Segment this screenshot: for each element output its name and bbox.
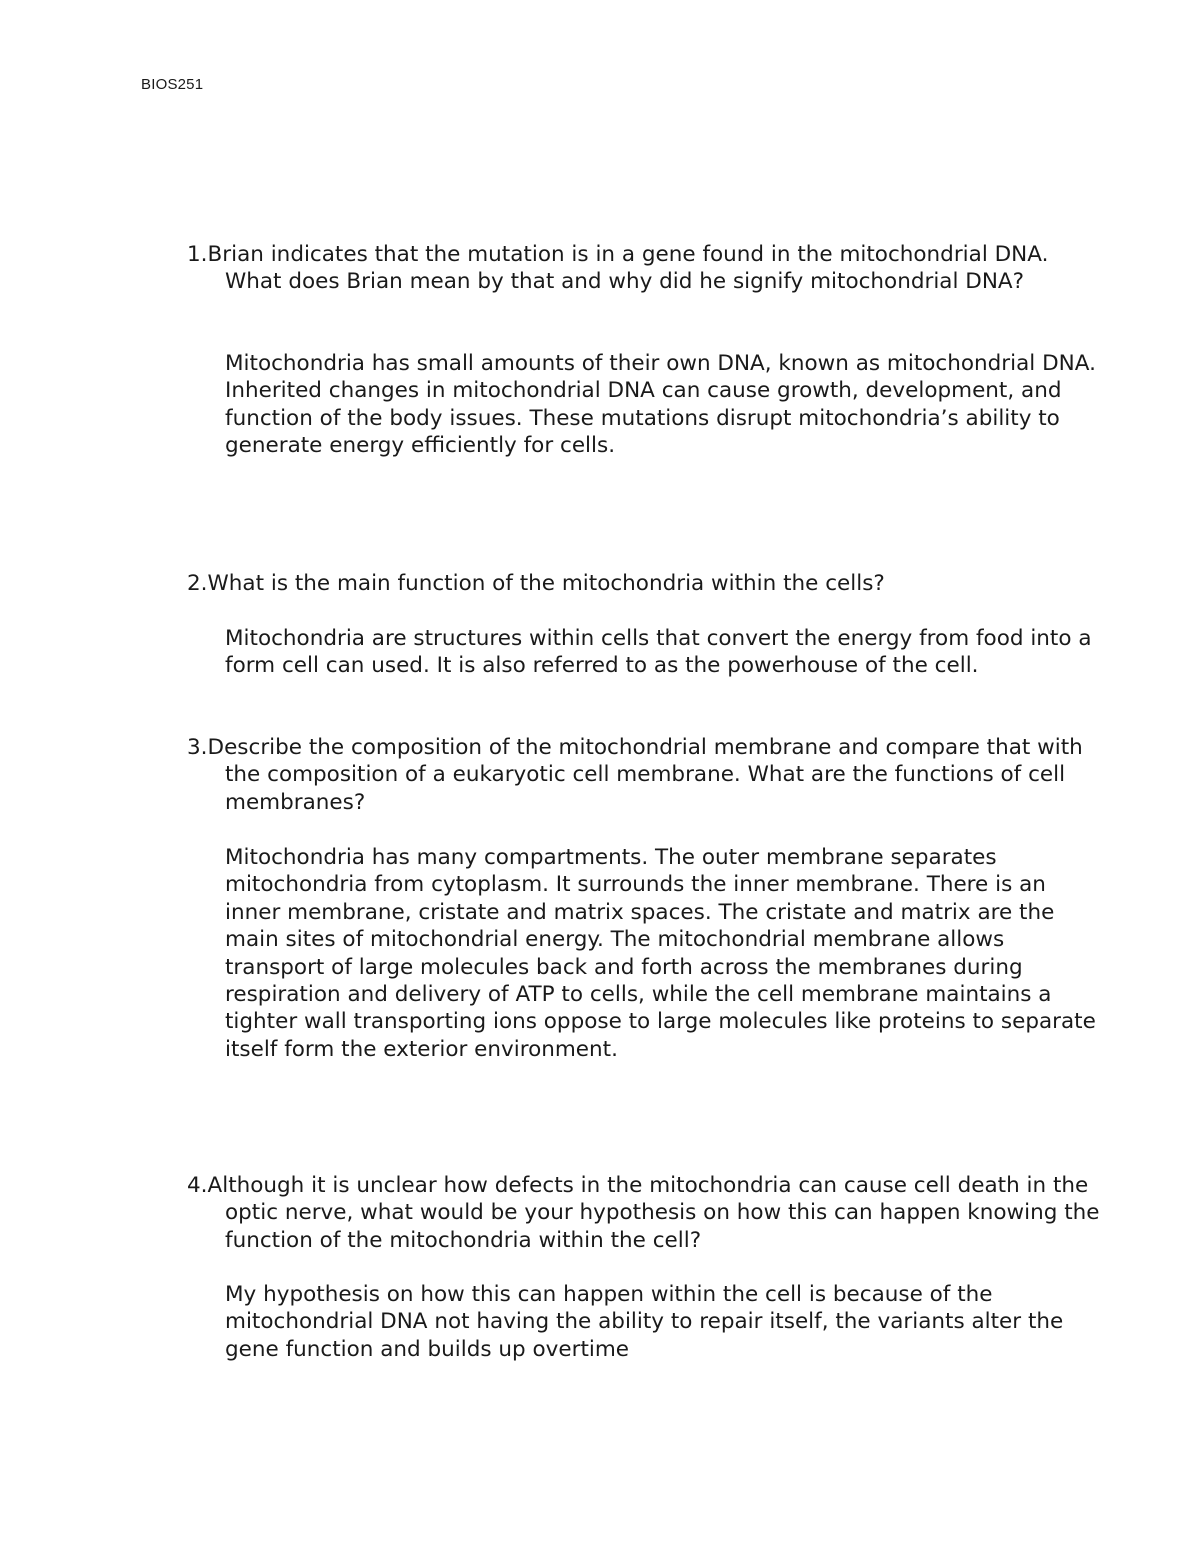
answer-3: Mitochondria has many compartments. The outer membrane separates mitochondria from cytoplasm. It surrounds the inner membrane. There is an inner membrane, cristate and matrix spaces. The cristate and matrix are the main sites of mitochondrial energy. The mitochondrial membrane allows transport of large molecules back and forth across the membranes during respiration and delivery of ATP to cells, while the cell membrane maintains a tighter wall transporting ions oppose to large molecules like proteins to separate itself form the exterior environment. [225,845,1096,1062]
question-number-3: 3. [187,735,208,760]
question-2 [187,570,1105,597]
question-number-2: 2. [187,571,208,596]
question-4 [187,1172,1105,1254]
question-number-1: 1. [187,242,208,267]
answer-4: My hypothesis on how this can happen within the cell is because of the mitochondrial DNA not having the ability to repair itself, the variants alter the gene function and builds up overtime [225,1282,1064,1362]
question-text-1: Brian indicates that the mutation is in a gene found in the mitochondrial DNA. What does Brian mean by that and why did he signify mitochondrial DNA? [207,242,1049,295]
answer-1: Mitochondria has small amounts of their own DNA, known as mitochondrial DNA. Inherited changes in mitochondrial DNA can cause growth, development, and function of the body issues. These mutations disrupt mitochondria’s ability to generate energy efficiently for cells. [225,351,1096,459]
course-header: BIOS251 [141,76,204,93]
question-text-3: Describe the composition of the mitochondrial membrane and compare that with the composition of a eukaryotic cell membrane. What are the functions of cell membranes? [207,735,1083,815]
question-1 [187,241,1105,296]
question-text-4: Although it is unclear how defects in the mitochondria can cause cell death in the optic nerve, what would be your hypothesis on how this can happen knowing the function of the mitochondria within the cell? [207,1173,1100,1253]
question-text-2: What is the main function of the mitochondria within the cells? [207,571,885,596]
question-3 [187,734,1105,816]
answer-2: Mitochondria are structures within cells that convert the energy from food into a form cell can used. It is also referred to as the powerhouse of the cell. [225,626,1092,679]
question-number-4: 4. [187,1173,208,1198]
